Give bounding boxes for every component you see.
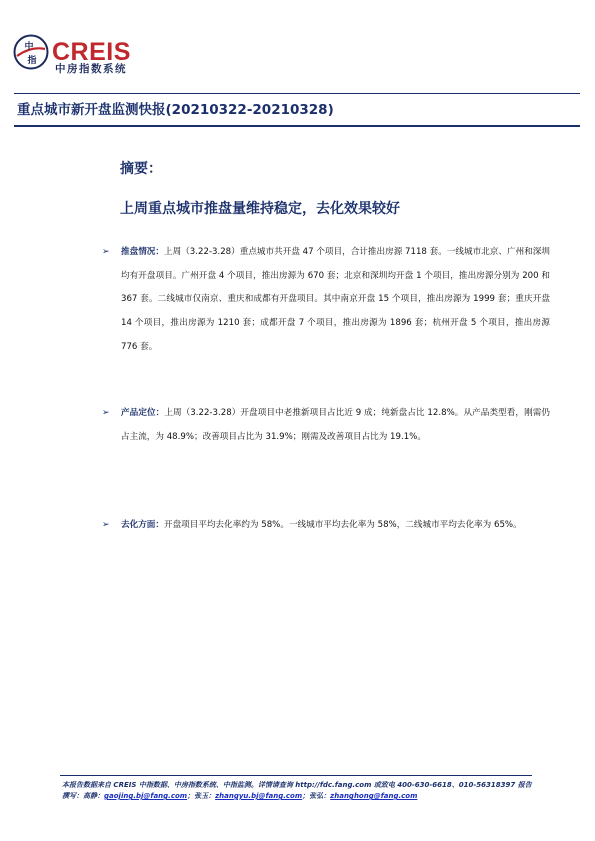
bullet-text: 上周（3.22-3.28）重点城市共开盘 47 个项目，合计推出房源 7118 套。一线城市北京、广州和深圳均有开盘项目。广州开盘 4 个项目，推出房源为 670 套；北京和深圳均开盘 1 个项目，推出房源分别为 200 和 367 套。二线城市仅南京、重庆和成都有开盘项目。其中南京开盘 15 个项目，推出房源为 1999 套；重庆开盘 14 个项目，推出房源为 1210 套；成都开盘 7 个项目，推出房源为 1896 套；杭州开盘 5 个项目，推出房源 776 套。	[121, 247, 550, 352]
logo-glyph-bottom: 指	[27, 56, 37, 66]
bullet-supply	[102, 241, 550, 360]
report-title: 重点城市新开盘监测快报(20210322-20210328)	[17, 102, 334, 118]
summary-headline: 上周重点城市推盘量维持稳定，去化效果较好	[120, 201, 400, 217]
footer-rule	[60, 775, 532, 776]
header-rule-top	[14, 93, 580, 94]
footer-author-prefix: 撰写：高静：	[62, 792, 104, 800]
brand-name: CREIS	[52, 38, 131, 66]
bullet-text: 开盘项目平均去化率约为 58%。一线城市平均去化率为 58%，二线城市平均去化率为 65%。	[163, 520, 522, 530]
bullet-arrow-icon: ➢	[102, 408, 110, 418]
footer-author-sep1: ；张玉：	[187, 792, 216, 800]
footer	[62, 780, 532, 802]
bullet-arrow-icon: ➢	[102, 247, 110, 257]
bullet-product	[102, 402, 550, 449]
bullet-lead: 去化方面：	[121, 520, 164, 530]
logo-glyph-top: 中	[24, 42, 34, 52]
email-link-gaojing[interactable]: gaojing.bj@fang.com	[104, 792, 188, 800]
footer-author-sep2: ；张弘：	[302, 792, 331, 800]
email-link-zhangyu[interactable]: zhangyu.bj@fang.com	[215, 792, 303, 800]
bullet-lead: 产品定位：	[121, 408, 165, 418]
brand-subtitle: 中房指数系统	[55, 63, 127, 75]
creis-logo-icon	[13, 34, 49, 70]
bullet-lead: 推盘情况：	[121, 247, 164, 257]
footer-authors	[62, 791, 532, 802]
bullet-text: 上周（3.22-3.28）开盘项目中老推新项目占比近 9 成；纯新盘占比 12.8%。从产品类型看，刚需仍占主流，为 48.9%；改善项目占比为 31.9%；刚需及改善项目占比为 19.1%。	[121, 408, 550, 442]
bullet-absorption	[102, 514, 550, 538]
summary-heading: 摘要：	[120, 161, 162, 177]
footer-source: 本报告数据来自 CREIS 中指数据、中房指数系统、中指监测。详情请查询 http://fdc.fang.com 或致电 400-630-6618、010-56318397 报告	[62, 781, 532, 789]
bullet-arrow-icon: ➢	[102, 520, 110, 530]
email-link-zhanghong[interactable]: zhanghong@fang.com	[330, 792, 418, 800]
header-rule-bottom	[14, 125, 580, 127]
